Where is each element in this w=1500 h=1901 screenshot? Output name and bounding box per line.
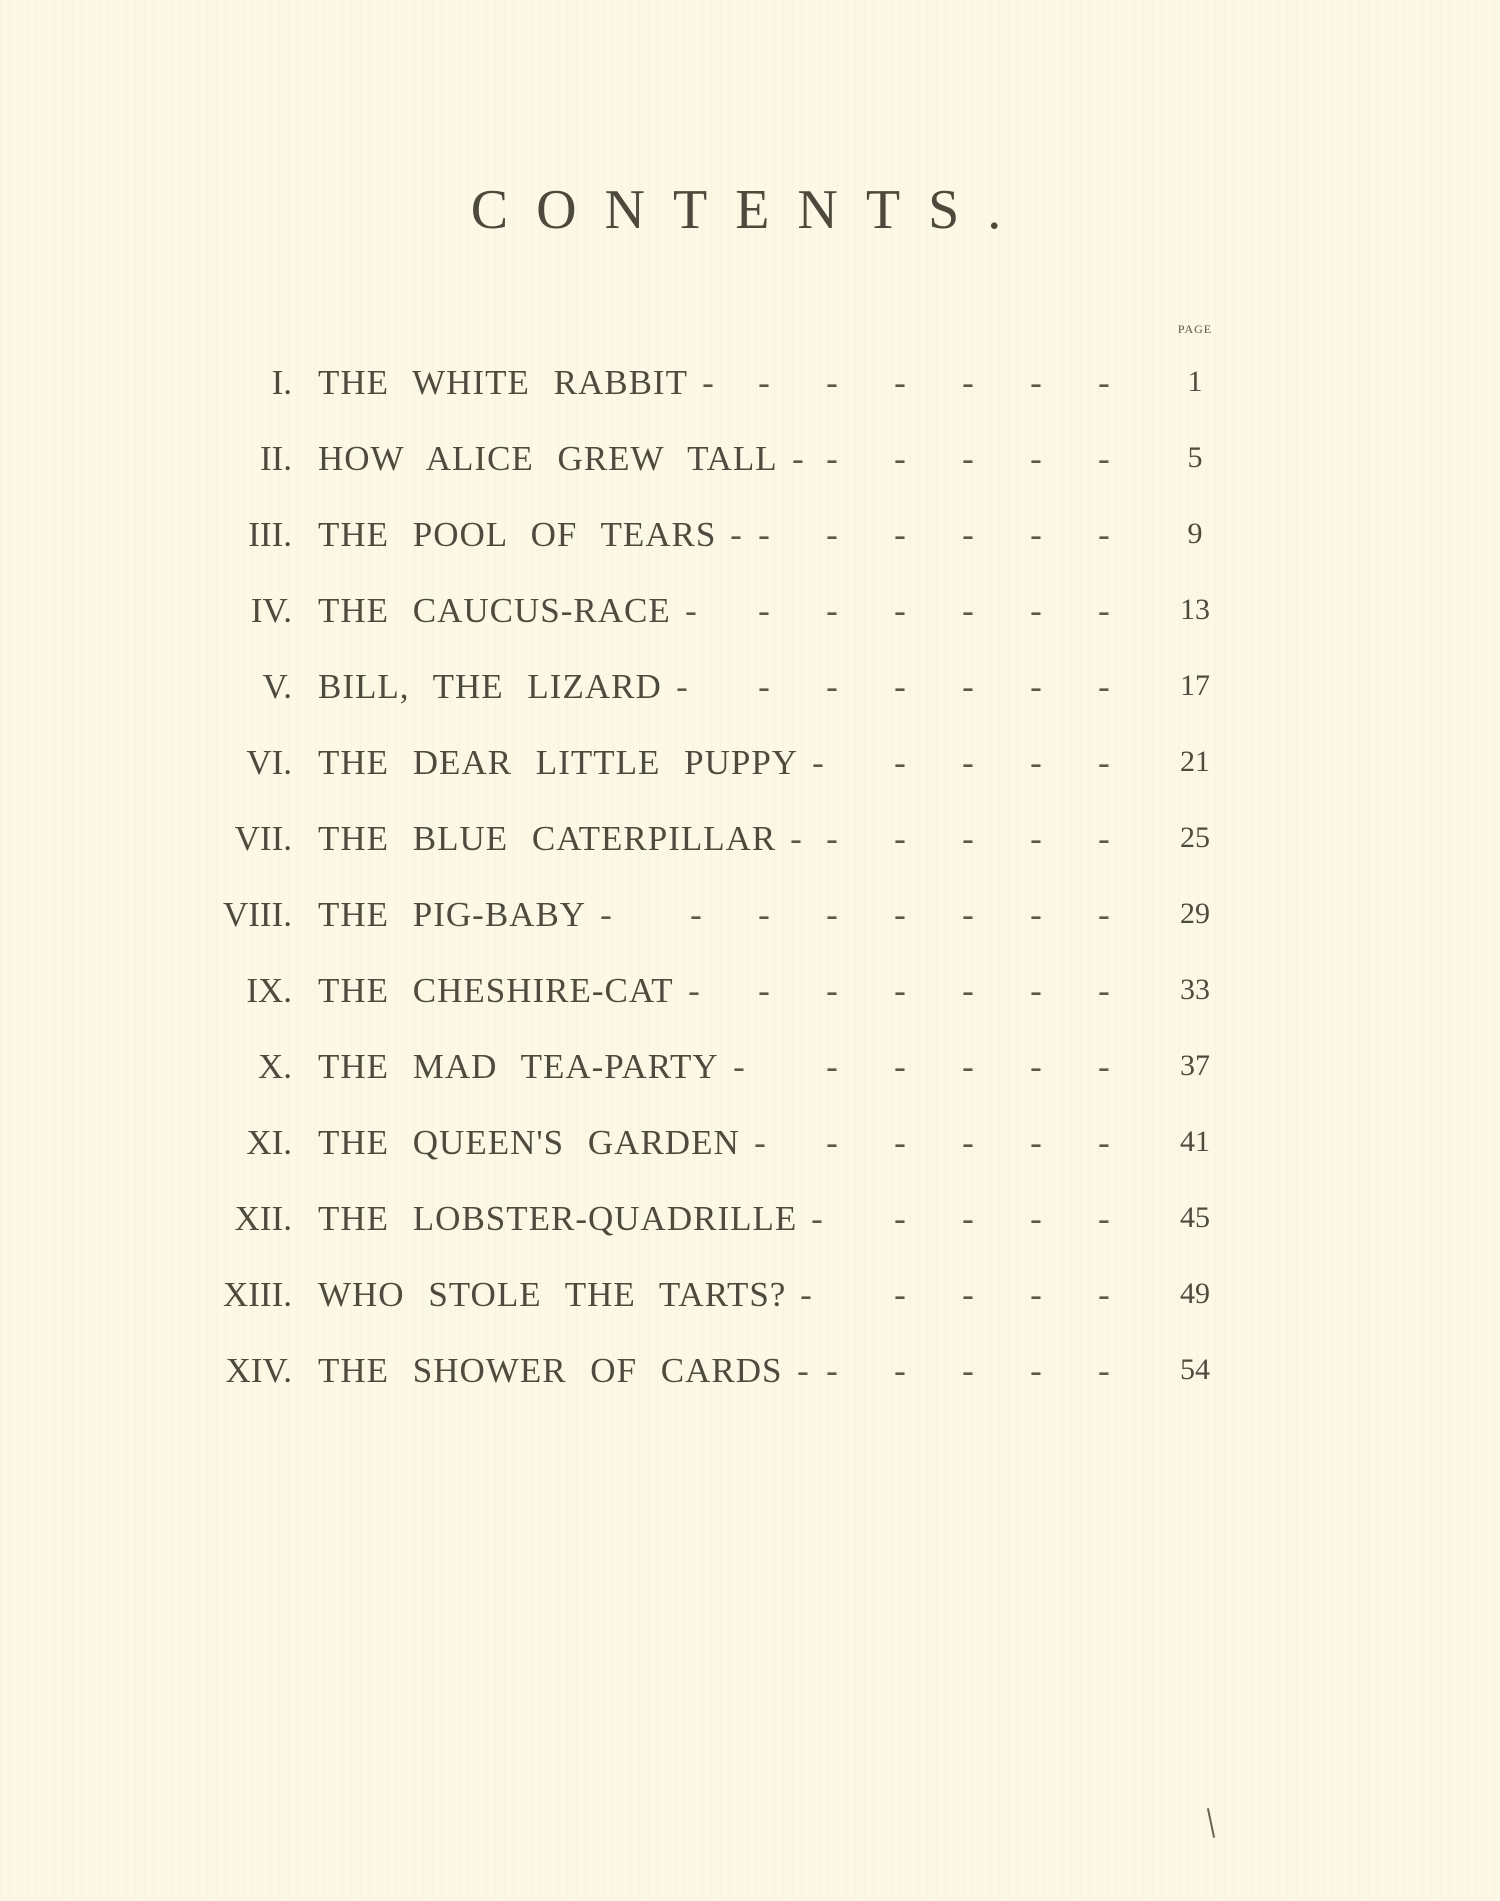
- leader-dash: -: [758, 667, 770, 706]
- leader-dash: -: [1098, 667, 1110, 706]
- leader-dash: -: [676, 667, 688, 706]
- leader-dash: -: [758, 971, 770, 1010]
- chapter-title: HOW ALICE GREW TALL: [318, 439, 778, 478]
- leader-dash: -: [1098, 895, 1110, 934]
- page-number: 29: [1180, 897, 1210, 930]
- leader-dash: -: [600, 895, 612, 934]
- leader-dash: -: [894, 667, 906, 706]
- chapter-title: THE MAD TEA-PARTY: [318, 1047, 719, 1086]
- leader-dash: -: [1098, 1275, 1110, 1314]
- leader-dash: -: [1098, 1199, 1110, 1238]
- dot-leader: [0, 517, 1500, 557]
- toc-entry[interactable]: [0, 811, 1500, 887]
- toc-entry[interactable]: [0, 659, 1500, 735]
- leader-dash: -: [812, 743, 824, 782]
- leader-dash: -: [1030, 515, 1042, 554]
- toc-entry[interactable]: [0, 431, 1500, 507]
- leader-dash: -: [962, 895, 974, 934]
- leader-dash: -: [1030, 819, 1042, 858]
- chapter-numeral: III.: [248, 515, 292, 554]
- chapter-numeral: X.: [257, 1047, 292, 1086]
- toc-entry[interactable]: [0, 963, 1500, 1039]
- toc-entry[interactable]: [0, 1191, 1500, 1267]
- page-number: 49: [1180, 1277, 1210, 1310]
- leader-dash: -: [1098, 819, 1110, 858]
- chapter-title: THE QUEEN'S GARDEN: [318, 1123, 740, 1162]
- toc-entry[interactable]: [0, 1267, 1500, 1343]
- table-of-contents: [0, 355, 1500, 1419]
- page-number: 21: [1180, 745, 1210, 778]
- leader-dash: -: [894, 1047, 906, 1086]
- page-number: 13: [1180, 593, 1210, 626]
- dot-leader: [0, 1049, 1500, 1089]
- leader-dash: -: [1098, 439, 1110, 478]
- chapter-title: THE WHITE RABBIT: [318, 363, 688, 402]
- chapter-title: BILL, THE LIZARD: [318, 667, 662, 706]
- page-number: 5: [1187, 441, 1203, 474]
- leader-dash: -: [1030, 743, 1042, 782]
- leader-dash: -: [962, 363, 974, 402]
- leader-dash: -: [894, 895, 906, 934]
- leader-dash: -: [894, 971, 906, 1010]
- leader-dash: -: [962, 515, 974, 554]
- toc-entry[interactable]: [0, 507, 1500, 583]
- leader-dash: -: [754, 1123, 766, 1162]
- leader-dash: -: [826, 895, 838, 934]
- leader-dash: -: [826, 439, 838, 478]
- leader-dash: -: [1098, 515, 1110, 554]
- dot-leader: [0, 745, 1500, 785]
- toc-entry[interactable]: [0, 1343, 1500, 1419]
- leader-dash: -: [758, 363, 770, 402]
- leader-dash: -: [1030, 895, 1042, 934]
- leader-dash: -: [1098, 363, 1110, 402]
- chapter-numeral: XI.: [246, 1123, 292, 1162]
- leader-dash: -: [1030, 439, 1042, 478]
- chapter-title: THE DEAR LITTLE PUPPY: [318, 743, 799, 782]
- toc-entry[interactable]: [0, 355, 1500, 431]
- leader-dash: -: [685, 591, 697, 630]
- dot-leader: [0, 593, 1500, 633]
- leader-dash: -: [826, 1123, 838, 1162]
- leader-dash: -: [826, 819, 838, 858]
- leader-dash: -: [962, 439, 974, 478]
- leader-dash: -: [792, 439, 804, 478]
- leader-dash: -: [894, 743, 906, 782]
- leader-dash: -: [894, 1123, 906, 1162]
- toc-entry[interactable]: [0, 735, 1500, 811]
- leader-dash: -: [894, 591, 906, 630]
- leader-dash: -: [894, 439, 906, 478]
- leader-dash: -: [894, 1275, 906, 1314]
- leader-dash: -: [702, 363, 714, 402]
- leader-dash: -: [962, 1275, 974, 1314]
- leader-dash: -: [690, 895, 702, 934]
- dot-leader: [0, 1353, 1500, 1393]
- dot-leader: [0, 1125, 1500, 1165]
- chapter-numeral: IV.: [250, 591, 292, 630]
- toc-entry[interactable]: [0, 887, 1500, 963]
- leader-dash: -: [826, 363, 838, 402]
- leader-dash: -: [1098, 743, 1110, 782]
- dot-leader: [0, 365, 1500, 405]
- dot-leader: [0, 1277, 1500, 1317]
- chapter-numeral: XIII.: [223, 1275, 292, 1314]
- leader-dash: -: [730, 515, 742, 554]
- leader-dash: -: [962, 971, 974, 1010]
- page-number: 45: [1180, 1201, 1210, 1234]
- chapter-numeral: I.: [271, 363, 292, 402]
- leader-dash: -: [894, 819, 906, 858]
- chapter-numeral: VI.: [246, 743, 292, 782]
- leader-dash: -: [962, 1351, 974, 1390]
- toc-entry[interactable]: [0, 1115, 1500, 1191]
- leader-dash: -: [800, 1275, 812, 1314]
- leader-dash: -: [962, 819, 974, 858]
- leader-dash: -: [1030, 667, 1042, 706]
- chapter-numeral: II.: [259, 439, 292, 478]
- page-title: CONTENTS.: [470, 179, 1030, 241]
- dot-leader: [0, 821, 1500, 861]
- leader-dash: -: [826, 515, 838, 554]
- leader-dash: -: [1098, 1047, 1110, 1086]
- leader-dash: -: [962, 1199, 974, 1238]
- leader-dash: -: [1098, 1351, 1110, 1390]
- chapter-numeral: XIV.: [225, 1351, 292, 1390]
- leader-dash: -: [1098, 591, 1110, 630]
- chapter-title: THE SHOWER OF CARDS: [318, 1351, 783, 1390]
- leader-dash: -: [894, 363, 906, 402]
- leader-dash: -: [894, 1351, 906, 1390]
- dot-leader: [0, 669, 1500, 709]
- leader-dash: -: [688, 971, 700, 1010]
- page-column-label: PAGE: [1177, 322, 1213, 336]
- leader-dash: -: [1030, 1199, 1042, 1238]
- leader-dash: -: [894, 515, 906, 554]
- dot-leader: [0, 1201, 1500, 1241]
- leader-dash: -: [826, 971, 838, 1010]
- dot-leader: [0, 973, 1500, 1013]
- leader-dash: -: [826, 1047, 838, 1086]
- leader-dash: -: [962, 667, 974, 706]
- leader-dash: -: [962, 1047, 974, 1086]
- leader-dash: -: [1098, 1123, 1110, 1162]
- leader-dash: -: [758, 895, 770, 934]
- leader-dash: -: [1030, 363, 1042, 402]
- leader-dash: -: [758, 515, 770, 554]
- leader-dash: -: [1030, 971, 1042, 1010]
- chapter-title: THE PIG-BABY: [318, 895, 587, 934]
- leader-dash: -: [1030, 1123, 1042, 1162]
- toc-entry[interactable]: [0, 583, 1500, 659]
- page-number: 37: [1180, 1049, 1210, 1082]
- leader-dash: -: [962, 1123, 974, 1162]
- leader-dash: -: [1030, 1275, 1042, 1314]
- page-number: 9: [1187, 517, 1203, 550]
- chapter-title: WHO STOLE THE TARTS?: [318, 1275, 787, 1314]
- leader-dash: -: [758, 591, 770, 630]
- chapter-title: THE POOL OF TEARS: [318, 515, 717, 554]
- page-number: 54: [1180, 1353, 1210, 1386]
- leader-dash: -: [826, 591, 838, 630]
- page-number: 25: [1180, 821, 1210, 854]
- page-number: 1: [1187, 365, 1203, 398]
- chapter-title: THE BLUE CATERPILLAR: [318, 819, 777, 858]
- page-number: 41: [1180, 1125, 1210, 1158]
- leader-dash: -: [826, 667, 838, 706]
- chapter-numeral: V.: [262, 667, 292, 706]
- page-number: 33: [1180, 973, 1210, 1006]
- leader-dash: -: [826, 1351, 838, 1390]
- leader-dash: -: [962, 743, 974, 782]
- pencil-mark: [1207, 1808, 1215, 1838]
- page-number: 17: [1180, 669, 1210, 702]
- dot-leader: [0, 441, 1500, 481]
- chapter-title: THE LOBSTER-QUADRILLE: [318, 1199, 798, 1238]
- toc-entry[interactable]: [0, 1039, 1500, 1115]
- chapter-numeral: VII.: [234, 819, 292, 858]
- leader-dash: -: [790, 819, 802, 858]
- leader-dash: -: [962, 591, 974, 630]
- chapter-numeral: IX.: [246, 971, 292, 1010]
- leader-dash: -: [894, 1199, 906, 1238]
- leader-dash: -: [1030, 1047, 1042, 1086]
- leader-dash: -: [1030, 1351, 1042, 1390]
- leader-dash: -: [797, 1351, 809, 1390]
- dot-leader: [0, 897, 1500, 937]
- leader-dash: -: [1030, 591, 1042, 630]
- leader-dash: -: [1098, 971, 1110, 1010]
- chapter-title: THE CHESHIRE-CAT: [318, 971, 674, 1010]
- chapter-title: THE CAUCUS-RACE: [318, 591, 671, 630]
- leader-dash: -: [733, 1047, 745, 1086]
- chapter-numeral: VIII.: [223, 895, 292, 934]
- leader-dash: -: [811, 1199, 823, 1238]
- chapter-numeral: XII.: [234, 1199, 292, 1238]
